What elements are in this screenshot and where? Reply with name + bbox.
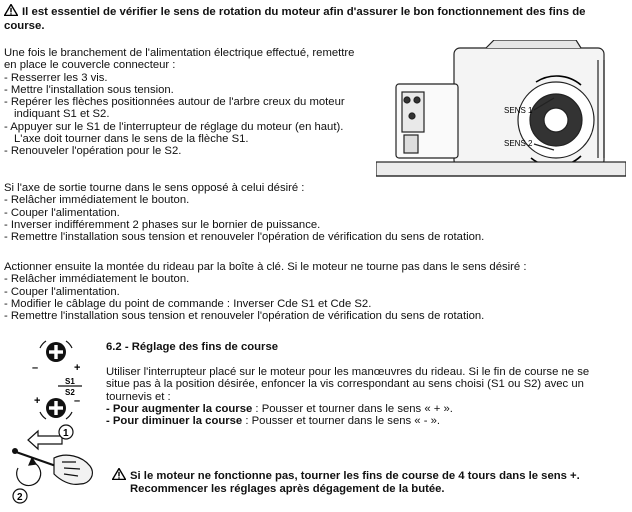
decrease-text: : Pousser et tourner dans le sens « - ». <box>242 415 441 428</box>
increase-text: : Pousser et tourner dans le sens « + ». <box>252 402 453 415</box>
text-line: - Couper l'alimentation. <box>4 285 120 298</box>
text-line: Utiliser l'interrupteur placé sur le moteur pour les manœuvres du rideau. Si le fin de course ne se <box>106 366 590 378</box>
step-2-label: 2 <box>17 492 23 503</box>
warning-top-text: Il est essentiel de vérifier le sens de rotation du moteur afin d'assurer le bon fonctionnement des fins de course. <box>4 6 586 32</box>
step-1-label: 1 <box>63 428 69 439</box>
text-line: en place le couvercle connecteur : <box>4 59 176 72</box>
text-line: - Mettre l'installation sous tension. <box>4 83 174 96</box>
warning-bottom-line <box>112 468 627 483</box>
warning-bottom <box>112 468 627 496</box>
screw-s1-icon <box>40 341 72 362</box>
text-line: situe pas à la position désirée, enfoncer la vis correspondant au sens choisi (S1 ou S2) avec un <box>106 378 584 391</box>
text-line: - Repérer les flèches positionnées autour de l'arbre creux du moteur <box>4 96 345 109</box>
sens2-label: SENS 2 <box>504 139 533 148</box>
text-line: indiquant S1 et S2. <box>14 108 110 121</box>
warning-bottom-text-1: Si le moteur ne fonctionne pas, tourner les fins de course de 4 tours dans le sens +. <box>130 470 580 482</box>
s1-label: S1 <box>65 377 75 386</box>
text-line: - Inverser indifféremment 2 phases sur le bornier de puissance. <box>4 218 321 231</box>
text-line: - Relâcher immédiatement le bouton. <box>4 194 190 207</box>
section-title: 6.2 - Réglage des fins de course <box>106 341 279 353</box>
instructions-block-2 <box>4 182 484 243</box>
limit-screws-diagram <box>28 338 88 422</box>
text-line: - Appuyer sur le S1 de l'interrupteur de réglage du moteur (en haut). <box>4 120 344 133</box>
text-line: - Renouveler l'opération pour le S2. <box>4 145 182 158</box>
text-line: - Remettre l'installation sous tension et renouveler l'opération de vérification du sens de rotation. <box>4 231 485 244</box>
text-line: tournevis et : <box>106 390 171 403</box>
plus-sign: + <box>34 395 41 407</box>
minus-sign: – <box>32 362 39 374</box>
minus-sign: – <box>74 395 81 407</box>
decrease-label: - Pour diminuer la course <box>106 415 243 428</box>
section-body <box>106 366 626 427</box>
screwdriver-diagram <box>6 422 102 508</box>
warning-icon <box>4 4 18 16</box>
warning-bottom-text-2: Recommencer les réglages après dégagement de la butée. <box>130 483 445 495</box>
s2-label: S2 <box>65 388 75 397</box>
warning-top <box>4 4 624 33</box>
motor-diagram <box>376 40 626 180</box>
text-line: - Resserrer les 3 vis. <box>4 71 108 84</box>
plus-sign: + <box>74 362 81 374</box>
increase-line <box>106 403 626 415</box>
instructions-block-1 <box>4 47 354 158</box>
sens1-label: SENS 1 <box>504 106 533 115</box>
text-line: - Modifier le câblage du point de commande : Inverser Cde S1 et Cde S2. <box>4 297 372 310</box>
warning-icon <box>112 468 126 480</box>
instructions-block-3 <box>4 261 526 322</box>
decrease-line <box>106 415 626 427</box>
text-line: - Couper l'alimentation. <box>4 206 120 219</box>
text-line: Une fois le branchement de l'alimentation électrique effectué, remettre <box>4 47 355 59</box>
screw-s2-icon <box>40 398 72 419</box>
increase-label: - Pour augmenter la course <box>106 402 253 415</box>
text-line: L'axe doit tourner dans le sens de la flèche S1. <box>14 133 249 146</box>
text-line: Si l'axe de sortie tourne dans le sens opposé à celui désiré : <box>4 182 305 194</box>
text-line: - Relâcher immédiatement le bouton. <box>4 273 190 286</box>
text-line: Actionner ensuite la montée du rideau par la boîte à clé. Si le moteur ne tourne pas dans le sens désiré : <box>4 261 527 273</box>
text-line: - Remettre l'installation sous tension et renouveler l'opération de vérification du sens de rotation. <box>4 310 485 323</box>
